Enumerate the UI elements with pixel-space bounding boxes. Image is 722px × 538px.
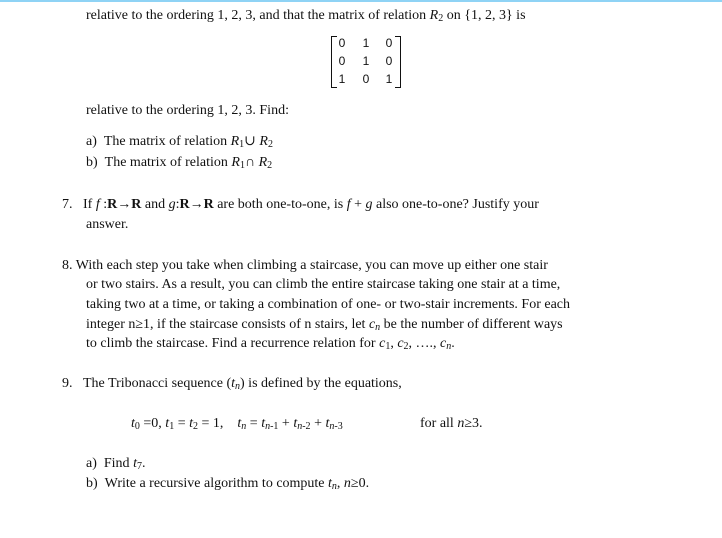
q8-line-5: to climb the staircase. Find a recurrence relation for $c_1$, $c_2$, …., $c_n$.	[86, 336, 455, 352]
matrix-cell: 1	[362, 54, 370, 68]
q6-part-a: a) The matrix of relation $R_1\cup$ $R_2$	[86, 134, 273, 150]
q8-line-4: integer n≥1, if the staircase consists of n stairs, let $c_n$ be the number of different ways	[86, 317, 563, 333]
tribonacci-condition: for all n≥3.	[420, 416, 483, 431]
q7-line-2: answer.	[86, 217, 129, 232]
q8-line-3: taking two at a time, or taking a combination of one- or two-stair increments. For each	[86, 297, 571, 312]
ordering-line: relative to the ordering 1, 2, 3. Find:	[86, 103, 289, 118]
matrix-cell: 0	[385, 54, 393, 68]
matrix-cell: 1	[385, 72, 393, 86]
q8-line-2: or two stairs. As a result, you can climb the entire staircase taking one stair at a time,	[86, 277, 561, 292]
matrix-cell: 0	[338, 36, 346, 50]
top-border	[0, 0, 722, 2]
intro-line: relative to the ordering 1, 2, 3, and that the matrix of relation $R_2$ on {1, 2, 3} is	[86, 8, 526, 24]
q8-line-1: 8. With each step you take when climbing a staircase, you can move up either one stair	[62, 258, 548, 273]
tribonacci-equation: $t_0 =0$, $t_1 = t_2 = 1$, $t_n = t_{n-1} + t_{n-2} + t_{n-3}$	[131, 416, 343, 432]
matrix-cell: 0	[385, 36, 393, 50]
q6-part-b: b) The matrix of relation $R_1\cap$ $R_2$	[86, 155, 273, 171]
q7-line-1: 7. If f :R→R and g:R→R are both one-to-one, is f + g also one-to-one? Justify your	[62, 197, 539, 212]
relation-matrix	[331, 36, 401, 88]
q9-intro: 9. The Tribonacci sequence $(t_n)$ is defined by the equations,	[62, 376, 402, 392]
matrix-cell: 0	[362, 72, 370, 86]
matrix-cell: 0	[338, 54, 346, 68]
matrix-cell: 1	[338, 72, 346, 86]
matrix-cell: 1	[362, 36, 370, 50]
q9-part-b: b) Write a recursive algorithm to compute $t_n$, n≥0.	[86, 476, 370, 492]
q9-part-a: a) Find $t_7$.	[86, 456, 146, 472]
